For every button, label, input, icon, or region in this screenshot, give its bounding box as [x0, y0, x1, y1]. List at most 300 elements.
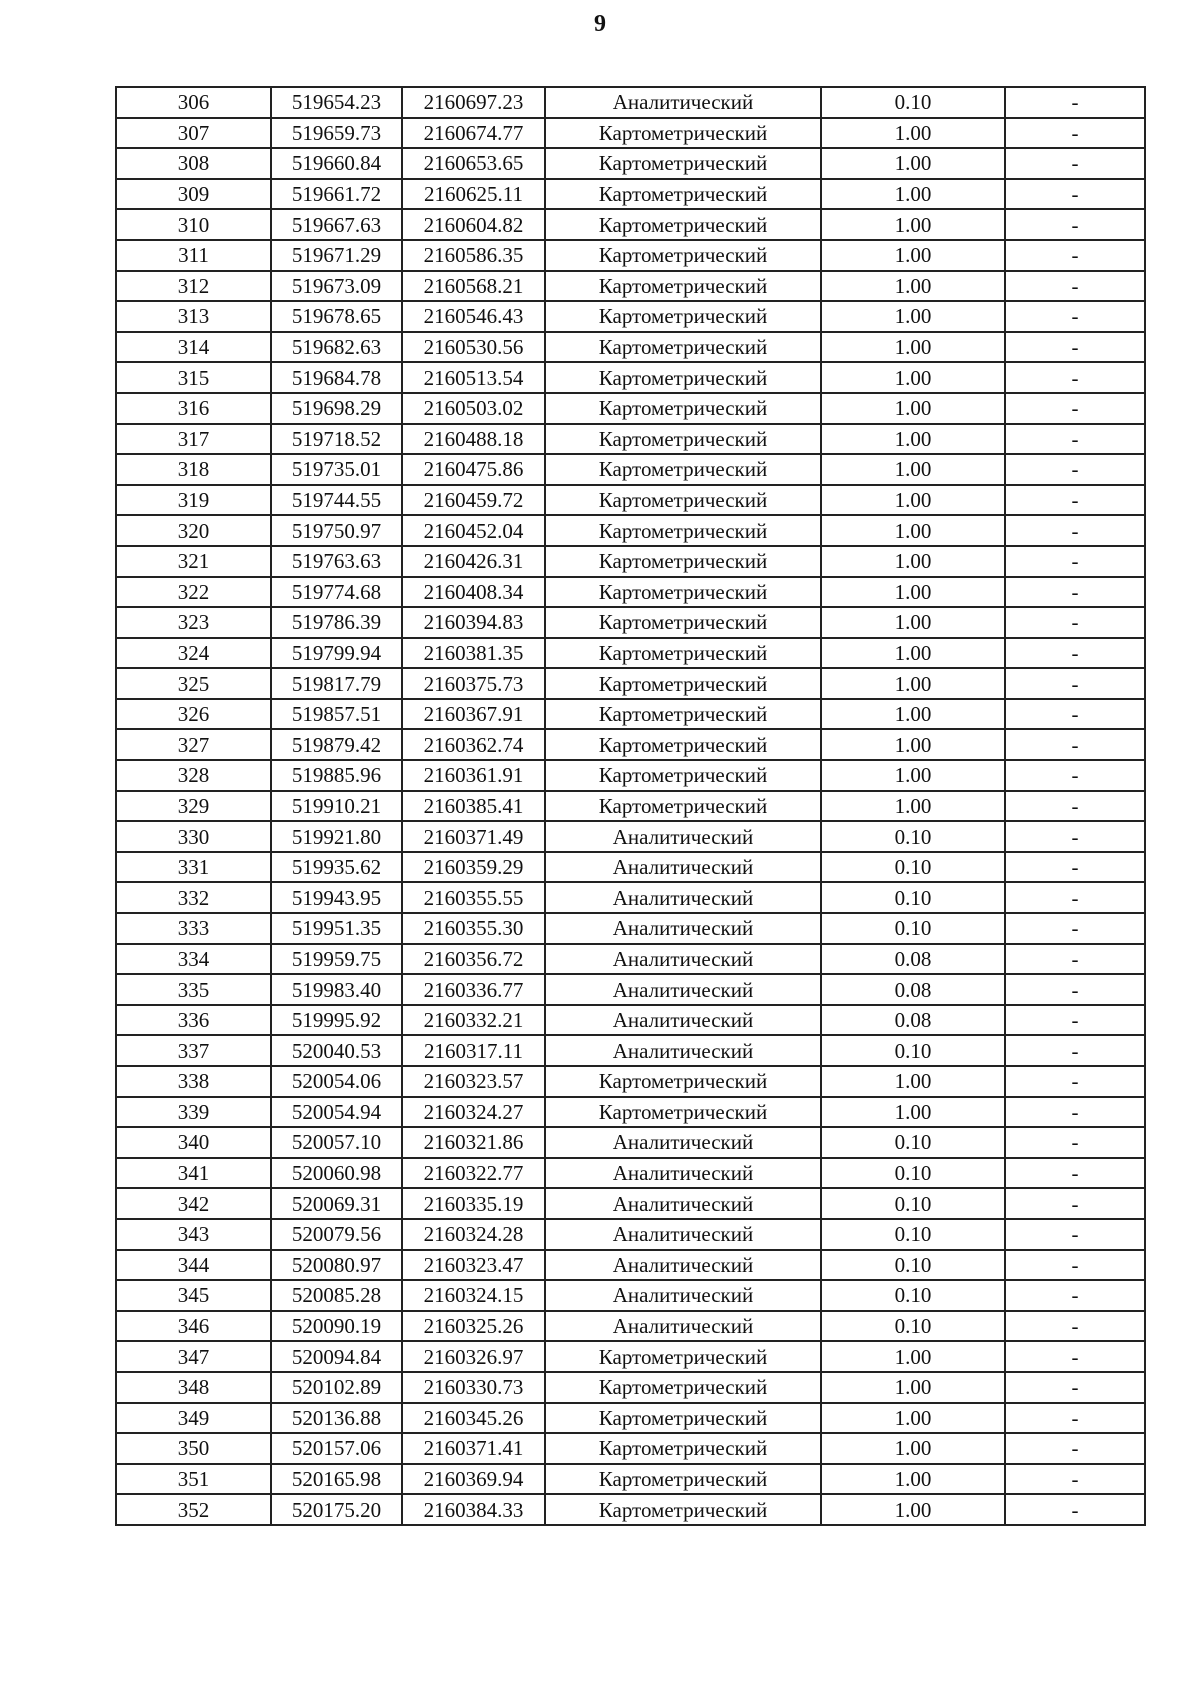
point-number-cell: 351 [116, 1464, 271, 1495]
x-coordinate-cell: 519935.62 [271, 852, 402, 883]
table-row [116, 821, 1145, 852]
y-coordinate-cell: 2160332.21 [402, 1005, 545, 1036]
y-coordinate-cell: 2160321.86 [402, 1127, 545, 1158]
method-cell: Аналитический [545, 1311, 821, 1342]
x-coordinate-cell: 519879.42 [271, 729, 402, 760]
table-row [116, 1280, 1145, 1311]
table-row [116, 454, 1145, 485]
method-cell: Картометрический [545, 240, 821, 271]
description-cell: - [1005, 760, 1145, 791]
method-cell: Картометрический [545, 760, 821, 791]
point-number-cell: 317 [116, 424, 271, 455]
x-coordinate-cell: 519661.72 [271, 179, 402, 210]
accuracy-cell: 1.00 [821, 362, 1005, 393]
method-cell: Картометрический [545, 1433, 821, 1464]
table-row [116, 1494, 1145, 1525]
y-coordinate-cell: 2160371.41 [402, 1433, 545, 1464]
method-cell: Аналитический [545, 1005, 821, 1036]
method-cell: Картометрический [545, 1372, 821, 1403]
y-coordinate-cell: 2160330.73 [402, 1372, 545, 1403]
accuracy-cell: 0.10 [821, 882, 1005, 913]
description-cell: - [1005, 301, 1145, 332]
point-number-cell: 318 [116, 454, 271, 485]
method-cell: Аналитический [545, 882, 821, 913]
y-coordinate-cell: 2160586.35 [402, 240, 545, 271]
description-cell: - [1005, 209, 1145, 240]
x-coordinate-cell: 520136.88 [271, 1403, 402, 1434]
table-row [116, 546, 1145, 577]
point-number-cell: 312 [116, 271, 271, 302]
accuracy-cell: 0.10 [821, 1250, 1005, 1281]
description-cell: - [1005, 638, 1145, 669]
x-coordinate-cell: 519817.79 [271, 668, 402, 699]
description-cell: - [1005, 729, 1145, 760]
method-cell: Аналитический [545, 1219, 821, 1250]
page-number: 9 [594, 11, 606, 37]
x-coordinate-cell: 520069.31 [271, 1188, 402, 1219]
accuracy-cell: 1.00 [821, 638, 1005, 669]
x-coordinate-cell: 519718.52 [271, 424, 402, 455]
point-number-cell: 335 [116, 974, 271, 1005]
y-coordinate-cell: 2160361.91 [402, 760, 545, 791]
method-cell: Картометрический [545, 699, 821, 730]
table-row [116, 1250, 1145, 1281]
accuracy-cell: 1.00 [821, 240, 1005, 271]
method-cell: Аналитический [545, 1035, 821, 1066]
point-number-cell: 316 [116, 393, 271, 424]
description-cell: - [1005, 1250, 1145, 1281]
y-coordinate-cell: 2160355.30 [402, 913, 545, 944]
accuracy-cell: 1.00 [821, 209, 1005, 240]
x-coordinate-cell: 520057.10 [271, 1127, 402, 1158]
method-cell: Картометрический [545, 393, 821, 424]
table-row [116, 1464, 1145, 1495]
accuracy-cell: 1.00 [821, 485, 1005, 516]
description-cell: - [1005, 515, 1145, 546]
x-coordinate-cell: 520157.06 [271, 1433, 402, 1464]
description-cell: - [1005, 271, 1145, 302]
description-cell: - [1005, 913, 1145, 944]
description-cell: - [1005, 1464, 1145, 1495]
point-number-cell: 325 [116, 668, 271, 699]
method-cell: Картометрический [545, 209, 821, 240]
point-number-cell: 352 [116, 1494, 271, 1525]
table-row [116, 332, 1145, 363]
point-number-cell: 341 [116, 1158, 271, 1189]
method-cell: Картометрический [545, 362, 821, 393]
method-cell: Аналитический [545, 1280, 821, 1311]
point-number-cell: 313 [116, 301, 271, 332]
y-coordinate-cell: 2160323.47 [402, 1250, 545, 1281]
point-number-cell: 334 [116, 944, 271, 975]
description-cell: - [1005, 424, 1145, 455]
accuracy-cell: 1.00 [821, 1097, 1005, 1128]
method-cell: Картометрический [545, 546, 821, 577]
y-coordinate-cell: 2160325.26 [402, 1311, 545, 1342]
x-coordinate-cell: 519682.63 [271, 332, 402, 363]
x-coordinate-cell: 519799.94 [271, 638, 402, 669]
method-cell: Аналитический [545, 821, 821, 852]
x-coordinate-cell: 519684.78 [271, 362, 402, 393]
y-coordinate-cell: 2160653.65 [402, 148, 545, 179]
point-number-cell: 315 [116, 362, 271, 393]
method-cell: Картометрический [545, 424, 821, 455]
description-cell: - [1005, 607, 1145, 638]
y-coordinate-cell: 2160408.34 [402, 577, 545, 608]
y-coordinate-cell: 2160530.56 [402, 332, 545, 363]
x-coordinate-cell: 519983.40 [271, 974, 402, 1005]
table-row [116, 1097, 1145, 1128]
method-cell: Картометрический [545, 1066, 821, 1097]
y-coordinate-cell: 2160697.23 [402, 87, 545, 118]
accuracy-cell: 0.10 [821, 821, 1005, 852]
method-cell: Картометрический [545, 1403, 821, 1434]
x-coordinate-cell: 519744.55 [271, 485, 402, 516]
y-coordinate-cell: 2160381.35 [402, 638, 545, 669]
table-row [116, 271, 1145, 302]
method-cell: Картометрический [545, 638, 821, 669]
table-row [116, 1005, 1145, 1036]
point-number-cell: 345 [116, 1280, 271, 1311]
method-cell: Картометрический [545, 485, 821, 516]
x-coordinate-cell: 519951.35 [271, 913, 402, 944]
point-number-cell: 324 [116, 638, 271, 669]
x-coordinate-cell: 520080.97 [271, 1250, 402, 1281]
method-cell: Картометрический [545, 454, 821, 485]
table-row [116, 301, 1145, 332]
accuracy-cell: 0.10 [821, 1280, 1005, 1311]
x-coordinate-cell: 519921.80 [271, 821, 402, 852]
accuracy-cell: 1.00 [821, 729, 1005, 760]
description-cell: - [1005, 1372, 1145, 1403]
accuracy-cell: 0.08 [821, 1005, 1005, 1036]
table-row [116, 485, 1145, 516]
method-cell: Картометрический [545, 729, 821, 760]
table-row [116, 240, 1145, 271]
y-coordinate-cell: 2160674.77 [402, 118, 545, 149]
table-row [116, 607, 1145, 638]
point-number-cell: 314 [116, 332, 271, 363]
accuracy-cell: 1.00 [821, 760, 1005, 791]
method-cell: Картометрический [545, 577, 821, 608]
description-cell: - [1005, 668, 1145, 699]
accuracy-cell: 1.00 [821, 699, 1005, 730]
x-coordinate-cell: 520165.98 [271, 1464, 402, 1495]
accuracy-cell: 1.00 [821, 454, 1005, 485]
point-number-cell: 322 [116, 577, 271, 608]
description-cell: - [1005, 882, 1145, 913]
description-cell: - [1005, 1158, 1145, 1189]
description-cell: - [1005, 1219, 1145, 1250]
x-coordinate-cell: 519735.01 [271, 454, 402, 485]
method-cell: Картометрический [545, 118, 821, 149]
y-coordinate-cell: 2160503.02 [402, 393, 545, 424]
point-number-cell: 326 [116, 699, 271, 730]
point-number-cell: 340 [116, 1127, 271, 1158]
accuracy-cell: 1.00 [821, 515, 1005, 546]
y-coordinate-cell: 2160604.82 [402, 209, 545, 240]
description-cell: - [1005, 821, 1145, 852]
point-number-cell: 342 [116, 1188, 271, 1219]
accuracy-cell: 0.10 [821, 1311, 1005, 1342]
y-coordinate-cell: 2160323.57 [402, 1066, 545, 1097]
accuracy-cell: 1.00 [821, 118, 1005, 149]
accuracy-cell: 1.00 [821, 546, 1005, 577]
table-row [116, 577, 1145, 608]
point-number-cell: 337 [116, 1035, 271, 1066]
point-number-cell: 333 [116, 913, 271, 944]
x-coordinate-cell: 520102.89 [271, 1372, 402, 1403]
method-cell: Картометрический [545, 271, 821, 302]
accuracy-cell: 0.08 [821, 974, 1005, 1005]
accuracy-cell: 1.00 [821, 179, 1005, 210]
method-cell: Картометрический [545, 1341, 821, 1372]
point-number-cell: 347 [116, 1341, 271, 1372]
y-coordinate-cell: 2160359.29 [402, 852, 545, 883]
point-number-cell: 308 [116, 148, 271, 179]
description-cell: - [1005, 362, 1145, 393]
point-number-cell: 311 [116, 240, 271, 271]
accuracy-cell: 1.00 [821, 1433, 1005, 1464]
method-cell: Аналитический [545, 1188, 821, 1219]
description-cell: - [1005, 699, 1145, 730]
method-cell: Аналитический [545, 1250, 821, 1281]
y-coordinate-cell: 2160322.77 [402, 1158, 545, 1189]
y-coordinate-cell: 2160324.27 [402, 1097, 545, 1128]
description-cell: - [1005, 332, 1145, 363]
table-row [116, 638, 1145, 669]
y-coordinate-cell: 2160625.11 [402, 179, 545, 210]
x-coordinate-cell: 519943.95 [271, 882, 402, 913]
description-cell: - [1005, 791, 1145, 822]
y-coordinate-cell: 2160336.77 [402, 974, 545, 1005]
y-coordinate-cell: 2160375.73 [402, 668, 545, 699]
x-coordinate-cell: 519786.39 [271, 607, 402, 638]
description-cell: - [1005, 852, 1145, 883]
description-cell: - [1005, 1005, 1145, 1036]
accuracy-cell: 1.00 [821, 271, 1005, 302]
x-coordinate-cell: 520079.56 [271, 1219, 402, 1250]
accuracy-cell: 1.00 [821, 332, 1005, 363]
x-coordinate-cell: 519857.51 [271, 699, 402, 730]
point-number-cell: 332 [116, 882, 271, 913]
table-row [116, 913, 1145, 944]
accuracy-cell: 0.10 [821, 913, 1005, 944]
description-cell: - [1005, 240, 1145, 271]
description-cell: - [1005, 577, 1145, 608]
table-row [116, 515, 1145, 546]
table-row [116, 1219, 1145, 1250]
table-row [116, 209, 1145, 240]
point-number-cell: 310 [116, 209, 271, 240]
description-cell: - [1005, 454, 1145, 485]
point-number-cell: 329 [116, 791, 271, 822]
accuracy-cell: 0.10 [821, 1188, 1005, 1219]
description-cell: - [1005, 485, 1145, 516]
point-number-cell: 328 [116, 760, 271, 791]
method-cell: Картометрический [545, 607, 821, 638]
description-cell: - [1005, 87, 1145, 118]
table-row [116, 1311, 1145, 1342]
accuracy-cell: 1.00 [821, 1494, 1005, 1525]
method-cell: Аналитический [545, 944, 821, 975]
description-cell: - [1005, 1403, 1145, 1434]
x-coordinate-cell: 520040.53 [271, 1035, 402, 1066]
table-row [116, 148, 1145, 179]
y-coordinate-cell: 2160385.41 [402, 791, 545, 822]
table-row [116, 1035, 1145, 1066]
y-coordinate-cell: 2160513.54 [402, 362, 545, 393]
method-cell: Аналитический [545, 974, 821, 1005]
x-coordinate-cell: 519750.97 [271, 515, 402, 546]
table-row [116, 1188, 1145, 1219]
method-cell: Аналитический [545, 852, 821, 883]
x-coordinate-cell: 519959.75 [271, 944, 402, 975]
accuracy-cell: 1.00 [821, 1066, 1005, 1097]
table-row [116, 1433, 1145, 1464]
description-cell: - [1005, 1188, 1145, 1219]
point-number-cell: 346 [116, 1311, 271, 1342]
x-coordinate-cell: 519885.96 [271, 760, 402, 791]
description-cell: - [1005, 179, 1145, 210]
table-row [116, 668, 1145, 699]
point-number-cell: 331 [116, 852, 271, 883]
point-number-cell: 336 [116, 1005, 271, 1036]
x-coordinate-cell: 519763.63 [271, 546, 402, 577]
y-coordinate-cell: 2160546.43 [402, 301, 545, 332]
table-row [116, 362, 1145, 393]
y-coordinate-cell: 2160568.21 [402, 271, 545, 302]
description-cell: - [1005, 974, 1145, 1005]
y-coordinate-cell: 2160384.33 [402, 1494, 545, 1525]
y-coordinate-cell: 2160459.72 [402, 485, 545, 516]
point-number-cell: 309 [116, 179, 271, 210]
y-coordinate-cell: 2160345.26 [402, 1403, 545, 1434]
point-number-cell: 323 [116, 607, 271, 638]
y-coordinate-cell: 2160355.55 [402, 882, 545, 913]
table-row [116, 1372, 1145, 1403]
accuracy-cell: 1.00 [821, 1464, 1005, 1495]
y-coordinate-cell: 2160394.83 [402, 607, 545, 638]
point-number-cell: 330 [116, 821, 271, 852]
description-cell: - [1005, 1097, 1145, 1128]
method-cell: Картометрический [545, 1494, 821, 1525]
description-cell: - [1005, 1433, 1145, 1464]
x-coordinate-cell: 520060.98 [271, 1158, 402, 1189]
point-number-cell: 319 [116, 485, 271, 516]
y-coordinate-cell: 2160367.91 [402, 699, 545, 730]
method-cell: Аналитический [545, 1158, 821, 1189]
x-coordinate-cell: 519698.29 [271, 393, 402, 424]
accuracy-cell: 1.00 [821, 301, 1005, 332]
x-coordinate-cell: 520054.06 [271, 1066, 402, 1097]
description-cell: - [1005, 1127, 1145, 1158]
method-cell: Картометрический [545, 1464, 821, 1495]
method-cell: Аналитический [545, 913, 821, 944]
y-coordinate-cell: 2160326.97 [402, 1341, 545, 1372]
point-number-cell: 349 [116, 1403, 271, 1434]
y-coordinate-cell: 2160369.94 [402, 1464, 545, 1495]
method-cell: Аналитический [545, 1127, 821, 1158]
point-number-cell: 327 [116, 729, 271, 760]
accuracy-cell: 0.10 [821, 1219, 1005, 1250]
y-coordinate-cell: 2160488.18 [402, 424, 545, 455]
accuracy-cell: 1.00 [821, 393, 1005, 424]
description-cell: - [1005, 1311, 1145, 1342]
y-coordinate-cell: 2160317.11 [402, 1035, 545, 1066]
x-coordinate-cell: 520054.94 [271, 1097, 402, 1128]
accuracy-cell: 0.10 [821, 87, 1005, 118]
description-cell: - [1005, 393, 1145, 424]
coordinates-table [115, 86, 1146, 1526]
method-cell: Картометрический [545, 515, 821, 546]
point-number-cell: 343 [116, 1219, 271, 1250]
table-row [116, 760, 1145, 791]
point-number-cell: 321 [116, 546, 271, 577]
y-coordinate-cell: 2160475.86 [402, 454, 545, 485]
point-number-cell: 338 [116, 1066, 271, 1097]
y-coordinate-cell: 2160335.19 [402, 1188, 545, 1219]
point-number-cell: 348 [116, 1372, 271, 1403]
table-row [116, 944, 1145, 975]
table-row [116, 179, 1145, 210]
table-row [116, 393, 1145, 424]
method-cell: Картометрический [545, 301, 821, 332]
x-coordinate-cell: 519660.84 [271, 148, 402, 179]
x-coordinate-cell: 519667.63 [271, 209, 402, 240]
accuracy-cell: 1.00 [821, 1403, 1005, 1434]
method-cell: Аналитический [545, 87, 821, 118]
x-coordinate-cell: 519671.29 [271, 240, 402, 271]
y-coordinate-cell: 2160324.28 [402, 1219, 545, 1250]
accuracy-cell: 1.00 [821, 1372, 1005, 1403]
method-cell: Картометрический [545, 1097, 821, 1128]
coordinates-table-body [116, 87, 1145, 1525]
description-cell: - [1005, 1066, 1145, 1097]
accuracy-cell: 0.10 [821, 1127, 1005, 1158]
method-cell: Картометрический [545, 179, 821, 210]
description-cell: - [1005, 1494, 1145, 1525]
description-cell: - [1005, 118, 1145, 149]
accuracy-cell: 1.00 [821, 424, 1005, 455]
table-row [116, 424, 1145, 455]
x-coordinate-cell: 520085.28 [271, 1280, 402, 1311]
description-cell: - [1005, 1035, 1145, 1066]
accuracy-cell: 1.00 [821, 1341, 1005, 1372]
table-row [116, 1158, 1145, 1189]
x-coordinate-cell: 519678.65 [271, 301, 402, 332]
x-coordinate-cell: 520094.84 [271, 1341, 402, 1372]
accuracy-cell: 0.08 [821, 944, 1005, 975]
accuracy-cell: 0.10 [821, 1035, 1005, 1066]
description-cell: - [1005, 546, 1145, 577]
point-number-cell: 350 [116, 1433, 271, 1464]
y-coordinate-cell: 2160356.72 [402, 944, 545, 975]
accuracy-cell: 0.10 [821, 1158, 1005, 1189]
x-coordinate-cell: 519673.09 [271, 271, 402, 302]
point-number-cell: 344 [116, 1250, 271, 1281]
method-cell: Картометрический [545, 332, 821, 363]
table-row [116, 852, 1145, 883]
method-cell: Картометрический [545, 668, 821, 699]
table-row [116, 1066, 1145, 1097]
accuracy-cell: 1.00 [821, 577, 1005, 608]
table-row [116, 729, 1145, 760]
description-cell: - [1005, 148, 1145, 179]
accuracy-cell: 1.00 [821, 607, 1005, 638]
point-number-cell: 339 [116, 1097, 271, 1128]
table-row [116, 882, 1145, 913]
